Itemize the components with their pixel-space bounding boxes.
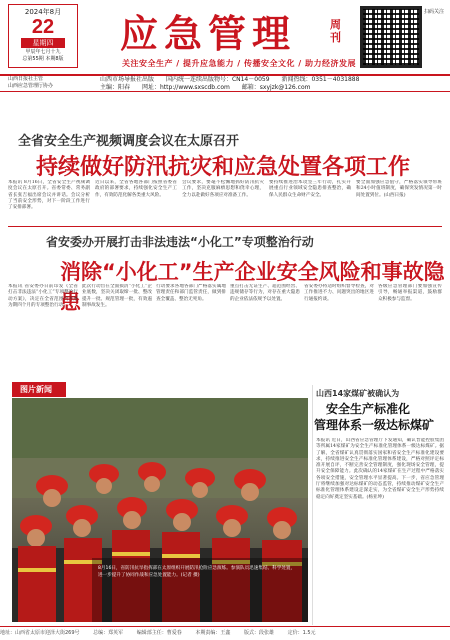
article1-kicker: 全省安全生产视频调度会议在太原召开: [18, 134, 240, 149]
footer-item: 地址：山西省太原市迎泽大街269号: [0, 630, 80, 636]
rescue-team-illustration: [12, 398, 308, 622]
article2-column: 本报讯 省安委办日前印发《全省打击非法违法“小化工”专项整治行动方案》，决定在全省范围内开展为期四个月的专项整治行动。: [8, 284, 78, 308]
footer: [0, 626, 450, 640]
info-item[interactable]: 网址：http://www.sxscdb.com: [141, 84, 230, 91]
article3-kicker: 山西14家煤矿被确认为: [316, 389, 400, 398]
article1-column: 要持续推进治本攻坚三年行动，扎实开展重点行业领域安全隐患排查整治，确保人民群众生命财产安全。: [269, 180, 351, 198]
info-item: 国内统一连续出版物号：CN14－0059: [165, 76, 270, 83]
article2-kicker: 省安委办开展打击非法违法“小化工”专项整治行动: [46, 235, 314, 249]
footer-item: 版式：段张雄: [243, 630, 274, 636]
newspaper-title: 应急管理: [120, 12, 297, 56]
info-item: 主编：阳春: [100, 84, 131, 91]
article3-headline-line1[interactable]: 安全生产标准化: [326, 402, 411, 416]
article2-column: 行动要求各地各部门严格落实属地管理责任和部门监管责任，做到排查全覆盖、整治无死角。: [156, 284, 226, 302]
edition-label: 周刊: [330, 18, 341, 44]
slogan: 关注安全生产 / 提升应急能力 / 传播安全文化 / 助力经济发展: [122, 59, 356, 68]
publisher-line: 山西日报社主管: [8, 76, 44, 82]
article2-column: 省安委办将适时组织督导检查，对工作推进不力、问题突出的地区进行通报约谈。: [304, 284, 374, 302]
article2-column: 重点打击无证生产、超范围经营、违规储存等行为，对存在重大隐患的企业依法依规予以处置。: [230, 284, 300, 302]
qr-caption: 扫码关注: [424, 9, 445, 15]
divider: [8, 226, 442, 227]
article1-headline[interactable]: 持续做好防汛抗灾和应急处置各项工作: [36, 155, 411, 180]
article2-headline[interactable]: 消除“小化工”生产企业安全风险和事故隐患: [60, 260, 445, 314]
divider: [312, 385, 313, 625]
info-item[interactable]: 邮箱：sxyjzk@126.com: [241, 84, 311, 91]
article3-body: 本报讯 近日，山西省应急管理厅下发通知，确认晋能控股集团等所属14家煤矿为安全生产标准化管理体系一级达标煤矿。据了解，全省煤矿认真贯彻落实国家和省安全生产标准化建设要求，持续推进安全生产标准化管理体系建设，严格对照评定标准开展自评，不断完善安全管理制度，强化现场安全管理，提升安全保障能力。此次确认的14家煤矿在生产过程中严格落实各项安全措施，安全管理水平显著提高。下一步，省应急管理厅将继续加强对达标煤矿的动态监管，持续推动煤矿安全生产标准化管理体系建设走深走实，为全省煤矿安全生产形势持续稳定向好奠定坚实基础。(杨亚坤): [316, 438, 444, 500]
news-photo: [12, 398, 308, 622]
article1-column: 本报讯 8月16日，全省安全生产视频调度会议在太原召开。省委常委、常务副省长张吉福出席会议并讲话。会议分析了当前安全形势，对下一阶段工作进行了安排部署。: [8, 180, 90, 211]
footer-item: 总编：郑英军: [93, 630, 124, 636]
article1-column: 要全面加强应急值守，严格落实领导带班和24小时值班制度，确保突发情况第一时间处置到位。(山西日报): [356, 180, 442, 198]
contact-info: [100, 76, 369, 92]
info-item: 新闻热线：0351－4031888: [281, 76, 360, 83]
footer-item: 定价：1.5元: [287, 630, 316, 636]
publisher-line: 山西应急管理厅协办: [8, 83, 54, 89]
footer-item: 本期责编：王鑫: [195, 630, 231, 636]
photo-caption: 8月16日，省防汛抗旱指挥部在太原组织开展防汛抢险应急演练。参演队员迅速集结、科学处置，进一步提升了协同作战和应急处置能力。(记者 摄): [98, 566, 296, 578]
qr-code-icon: [360, 6, 422, 68]
year-month: 2024年8月: [24, 8, 62, 16]
date-box: [8, 4, 78, 68]
info-item: 山西市场导报社出版: [100, 76, 155, 83]
issue-number: 总第55期 本期8版: [22, 56, 64, 62]
article1-column: 近日以来，全省各地各部门按照省委省政府的部署要求，持续强化安全生产工作，有效防范化解各类重大风险。: [95, 180, 177, 198]
publisher-info: [8, 76, 70, 90]
lunar-date: 甲辰年七月十九: [25, 49, 61, 55]
article2-column: 各级应急管理部门要加强宣传引导，畅通举报渠道，鼓励群众积极参与监督。: [378, 284, 442, 302]
picture-news-tag: 图片新闻: [12, 382, 66, 397]
article1-column: 会议要求，要毫不松懈地抓好防汛抗灾工作，坚决克服麻痹思想和侥幸心理，全力以赴做好各项应对准备工作。: [182, 180, 264, 198]
day-number: 22: [31, 16, 55, 38]
article3-headline-line2[interactable]: 管理体系一级达标煤矿: [314, 418, 435, 432]
weekday: 星期四: [21, 38, 65, 48]
article2-column: 此次行动旨在全面摸清“小化工”企业底数，坚决关闭取缔一批、整改提升一批、规范管理一批，有效遏制事故发生。: [82, 284, 152, 308]
footer-item: 编辑部主任：曹爱春: [136, 630, 182, 636]
